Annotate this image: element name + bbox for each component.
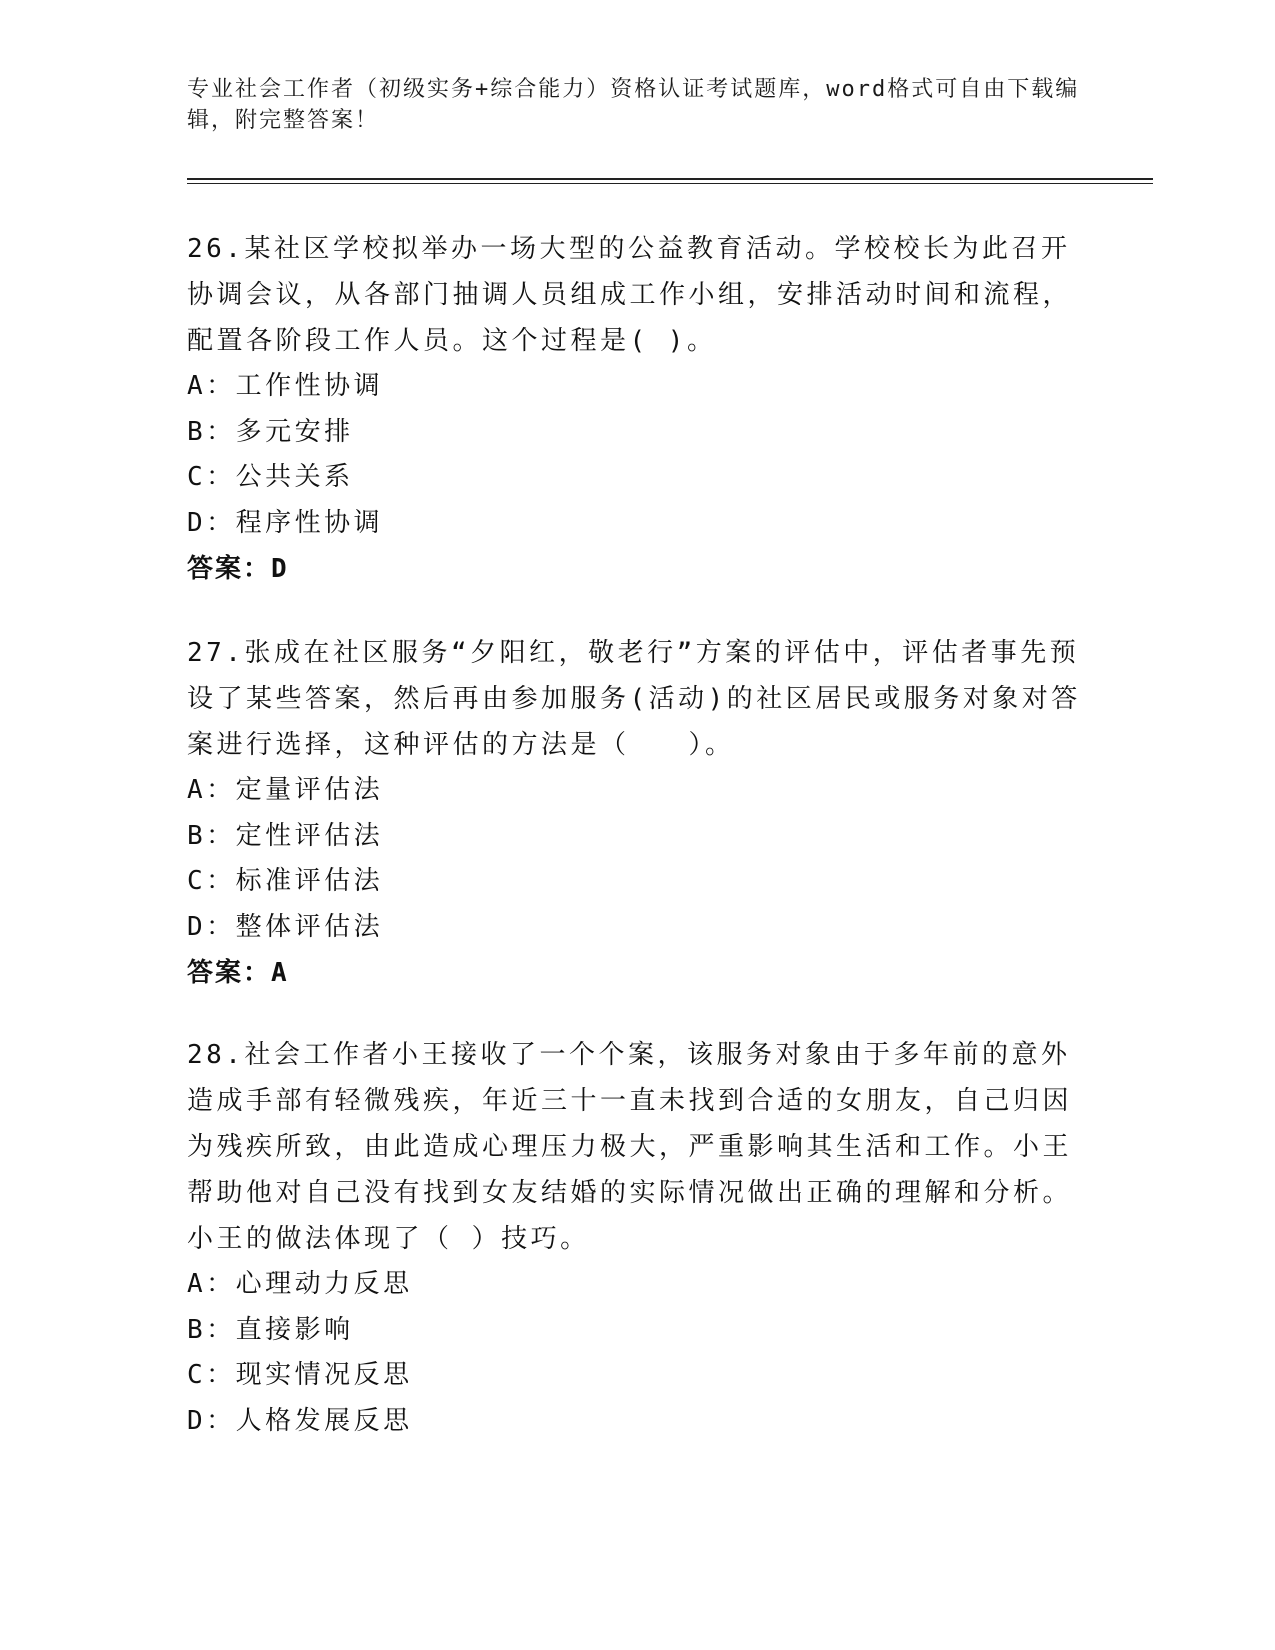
question-27 <box>187 630 1087 996</box>
question-28 <box>187 1032 1087 1444</box>
header-text: 专业社会工作者（初级实务+综合能力）资格认证考试题库，word格式可自由下载编辑，附完整答案！ <box>187 77 1080 133</box>
question-stem: 28.社会工作者小王接收了一个个案，该服务对象由于多年前的意外造成手部有轻微残疾，年近三十一直未找到合适的女朋友，自己归因为残疾所致，由此造成心理压力极大，严重影响其生活和工作。小王帮助他对自己没有找到女友结婚的实际情况做出正确的理解和分析。小王的做法体现了（ ）技巧。 <box>187 1040 1073 1254</box>
option-a: A：定量评估法 <box>187 775 384 805</box>
question-26 <box>187 226 1087 592</box>
option-b: B：多元安排 <box>187 416 354 447</box>
answer: 答案：D <box>187 554 289 584</box>
question-stem: 27.张成在社区服务“夕阳红，敬老行”方案的评估中，评估者事先预设了某些答案，然后再由参加服务(活动)的社区居民或服务对象对答案进行选择，这种评估的方法是（ ）。 <box>187 638 1081 760</box>
option-c: C：标准评估法 <box>187 866 384 896</box>
option-c: C：现实情况反思 <box>187 1360 413 1390</box>
header-divider-thick <box>187 178 1153 180</box>
option-a: A：心理动力反思 <box>187 1269 413 1299</box>
document-header <box>187 74 1087 136</box>
option-b: B：直接影响 <box>187 1314 354 1345</box>
option-b: B：定性评估法 <box>187 820 384 851</box>
option-d: D：人格发展反思 <box>187 1405 413 1436</box>
answer: 答案：A <box>187 958 289 988</box>
option-d: D：整体评估法 <box>187 911 384 942</box>
option-a: A：工作性协调 <box>187 371 384 401</box>
header-divider-thin <box>187 183 1153 184</box>
option-d: D：程序性协调 <box>187 507 384 538</box>
option-c: C：公共关系 <box>187 462 354 492</box>
question-stem: 26.某社区学校拟举办一场大型的公益教育活动。学校校长为此召开协调会议，从各部门抽调人员组成工作小组，安排活动时间和流程，配置各阶段工作人员。这个过程是( )。 <box>187 234 1073 356</box>
